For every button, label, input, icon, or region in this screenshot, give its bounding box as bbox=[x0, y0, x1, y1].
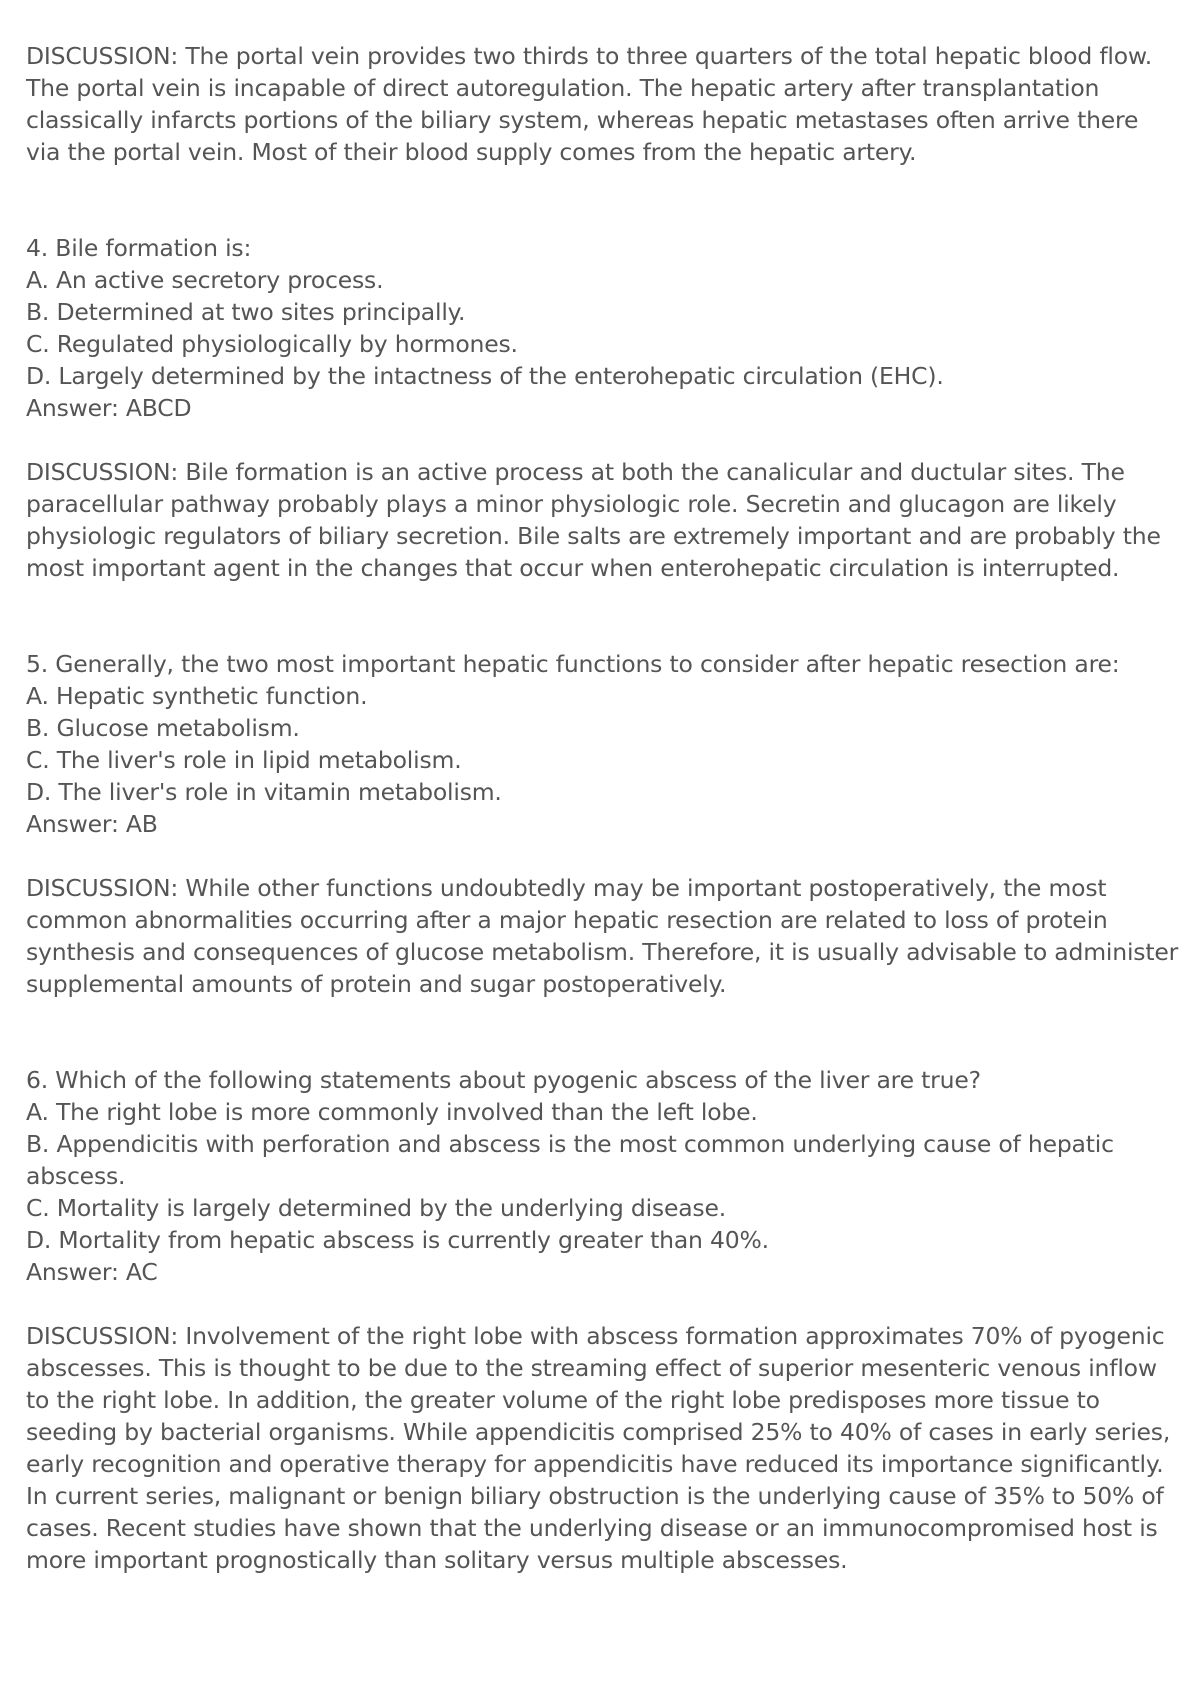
discussion-line: synthesis and consequences of glucose metabolism. Therefore, it is usually advisable to administer bbox=[26, 938, 1179, 966]
discussion-4 bbox=[26, 456, 1176, 584]
discussion-6 bbox=[26, 1320, 1176, 1576]
option-b: B. Appendicitis with perforation and abscess is the most common underlying cause of hepatic bbox=[26, 1130, 1114, 1158]
discussion-3 bbox=[26, 40, 1176, 168]
answer: Answer: AC bbox=[26, 1258, 158, 1286]
discussion-5 bbox=[26, 872, 1179, 1000]
discussion-line: via the portal vein. Most of their blood supply comes from the hepatic artery. bbox=[26, 138, 917, 166]
option-b: B. Glucose metabolism. bbox=[26, 714, 300, 742]
option-a: A. The right lobe is more commonly involved than the left lobe. bbox=[26, 1098, 758, 1126]
discussion-line: DISCUSSION: Bile formation is an active process at both the canalicular and ductular sites. The bbox=[26, 458, 1125, 486]
discussion-line: DISCUSSION: The portal vein provides two thirds to three quarters of the total hepatic blood flow. bbox=[26, 42, 1153, 70]
question-5 bbox=[26, 648, 1176, 840]
option-b: B. Determined at two sites principally. bbox=[26, 298, 466, 326]
discussion-line: abscesses. This is thought to be due to the streaming effect of superior mesenteric venous inflow bbox=[26, 1354, 1157, 1382]
discussion-line: cases. Recent studies have shown that the underlying disease or an immunocompromised host is bbox=[26, 1514, 1158, 1542]
option-c: C. The liver's role in lipid metabolism. bbox=[26, 746, 462, 774]
option-d: D. The liver's role in vitamin metabolism. bbox=[26, 778, 502, 806]
discussion-line: physiologic regulators of biliary secretion. Bile salts are extremely important and are probably the bbox=[26, 522, 1161, 550]
discussion-line: supplemental amounts of protein and sugar postoperatively. bbox=[26, 970, 727, 998]
discussion-line: The portal vein is incapable of direct autoregulation. The hepatic artery after transplantation bbox=[26, 74, 1100, 102]
option-c: C. Regulated physiologically by hormones. bbox=[26, 330, 518, 358]
document-page bbox=[26, 40, 1179, 1576]
question-stem: 4. Bile formation is: bbox=[26, 234, 252, 262]
option-c: C. Mortality is largely determined by the underlying disease. bbox=[26, 1194, 727, 1222]
option-a: A. An active secretory process. bbox=[26, 266, 384, 294]
discussion-line: DISCUSSION: Involvement of the right lobe with abscess formation approximates 70% of pyogenic bbox=[26, 1322, 1165, 1350]
discussion-line: paracellular pathway probably plays a minor physiologic role. Secretin and glucagon are likely bbox=[26, 490, 1117, 518]
option-a: A. Hepatic synthetic function. bbox=[26, 682, 368, 710]
discussion-line: common abnormalities occurring after a major hepatic resection are related to loss of protein bbox=[26, 906, 1108, 934]
discussion-line: to the right lobe. In addition, the greater volume of the right lobe predisposes more tissue to bbox=[26, 1386, 1100, 1414]
answer: Answer: AB bbox=[26, 810, 158, 838]
discussion-line: early recognition and operative therapy for appendicitis have reduced its importance significantly. bbox=[26, 1450, 1164, 1478]
discussion-line: more important prognostically than solitary versus multiple abscesses. bbox=[26, 1546, 848, 1574]
question-stem: 5. Generally, the two most important hepatic functions to consider after hepatic resection are: bbox=[26, 650, 1120, 678]
discussion-line: seeding by bacterial organisms. While appendicitis comprised 25% to 40% of cases in early series, bbox=[26, 1418, 1171, 1446]
answer: Answer: ABCD bbox=[26, 394, 192, 422]
option-b-continued: abscess. bbox=[26, 1162, 126, 1190]
question-6 bbox=[26, 1064, 1176, 1288]
question-4 bbox=[26, 232, 1176, 424]
discussion-line: most important agent in the changes that occur when enterohepatic circulation is interrupted. bbox=[26, 554, 1120, 582]
discussion-line: classically infarcts portions of the biliary system, whereas hepatic metastases often arrive there bbox=[26, 106, 1139, 134]
question-stem: 6. Which of the following statements about pyogenic abscess of the liver are true? bbox=[26, 1066, 981, 1094]
option-d: D. Mortality from hepatic abscess is currently greater than 40%. bbox=[26, 1226, 769, 1254]
discussion-line: DISCUSSION: While other functions undoubtedly may be important postoperatively, the most bbox=[26, 874, 1107, 902]
option-d: D. Largely determined by the intactness of the enterohepatic circulation (EHC). bbox=[26, 362, 944, 390]
discussion-line: In current series, malignant or benign biliary obstruction is the underlying cause of 35% to 50% of bbox=[26, 1482, 1164, 1510]
